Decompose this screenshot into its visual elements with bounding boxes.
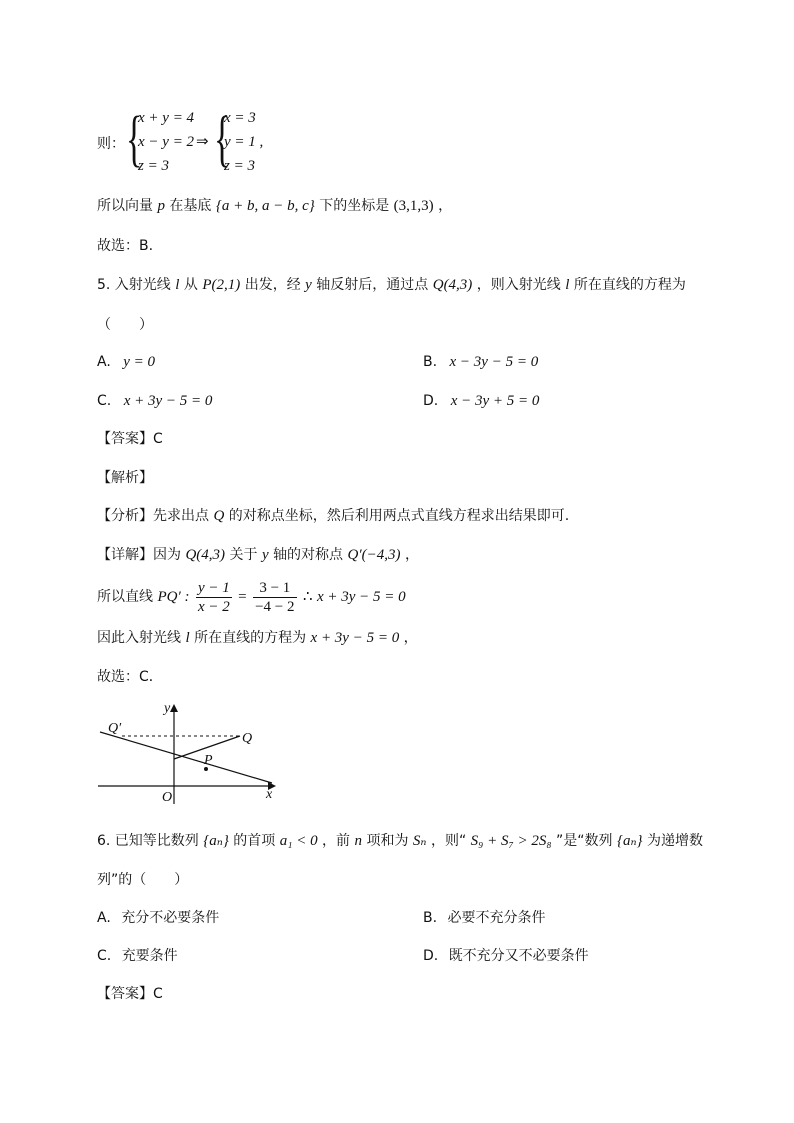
text: ，则入射光线: [476, 277, 561, 293]
system-right-row: x = 3: [224, 110, 256, 126]
option-label: D.: [423, 393, 439, 409]
math: n: [354, 833, 362, 849]
q5-analysis-title: 【解析】: [97, 470, 153, 486]
option-text: x − 3y + 5 = 0: [450, 393, 540, 409]
y-axis-arrow: [170, 704, 178, 712]
system-left-row: z = 3: [138, 158, 169, 174]
q5-detail: [97, 545, 419, 565]
option-text: x + 3y − 5 = 0: [123, 393, 213, 409]
text: 【详解】因为: [97, 547, 181, 563]
right-brace: {: [214, 105, 231, 173]
system-left-row: x − y = 2: [138, 134, 195, 150]
label-q: Q: [242, 731, 253, 746]
math: Q′(−4,3): [347, 547, 401, 563]
text: ，: [403, 630, 418, 646]
choose-c: 故选：C．: [97, 669, 163, 685]
math: l: [175, 277, 180, 293]
math: Q(4,3): [432, 277, 473, 293]
numerator: y − 1: [197, 579, 230, 596]
system-right: [224, 106, 263, 178]
q5-conclusion: [97, 628, 418, 648]
q6-stem-cont: 列”的（ ）: [97, 872, 189, 888]
math: S₉ + S₇ > 2S₈: [470, 833, 552, 849]
q5-option-a: [97, 352, 155, 372]
text: 为递增数: [647, 833, 704, 849]
reflection-figure: [90, 700, 290, 810]
math: {aₙ}: [616, 833, 643, 849]
q5-option-c: [97, 391, 212, 411]
text: 【分析】先求出点: [97, 508, 209, 524]
denominator: x − 2: [197, 598, 230, 615]
label-q-prime: Q′: [108, 721, 122, 736]
text: 因此入射光线: [97, 630, 181, 646]
coordinate-value: (3,1,3): [393, 198, 434, 214]
option-label: A.: [97, 910, 111, 926]
math: PQ′ :: [157, 589, 190, 605]
option-label: A.: [97, 354, 111, 370]
fraction: [196, 579, 232, 616]
math: x + 3y − 5 = 0: [316, 589, 406, 605]
option-text: 充分不必要条件: [121, 910, 220, 926]
fraction: [253, 579, 296, 616]
q6-stem: [97, 831, 703, 851]
option-text: 既不充分又不必要条件: [448, 948, 589, 964]
system-right-row: z = 3: [224, 158, 255, 174]
text: ，前: [322, 833, 351, 849]
system-left: [138, 106, 194, 178]
label-o: O: [162, 790, 173, 805]
basis: {a + b, a − b, c}: [215, 198, 315, 214]
q6-answer: 【答案】C: [97, 986, 163, 1002]
label-p: P: [204, 753, 213, 768]
option-label: C.: [97, 948, 112, 964]
text: 下的坐标是: [319, 198, 390, 214]
choose-b: 故选：B.: [97, 238, 154, 254]
math: x + 3y − 5 = 0: [310, 630, 400, 646]
left-brace: {: [126, 105, 143, 173]
q5-option-d: [423, 391, 539, 411]
numerator: 3 − 1: [253, 579, 296, 598]
option-label: C.: [97, 393, 112, 409]
math: {aₙ}: [203, 833, 229, 849]
text: 在基底: [169, 198, 212, 214]
text: 所在直线的方程为: [573, 277, 686, 293]
label-y: y: [164, 701, 171, 716]
option-label: B.: [423, 910, 438, 926]
option-text: x − 3y − 5 = 0: [449, 354, 539, 370]
q5-line-equation: [97, 578, 406, 616]
option-text: 充要条件: [121, 948, 178, 964]
math: a₁ < 0: [279, 833, 318, 849]
math: l: [185, 630, 190, 646]
denominator: −4 − 2: [255, 598, 295, 615]
q5-option-b: [423, 352, 538, 372]
text: 所以直线: [97, 589, 153, 605]
q5-answer: 【答案】C: [97, 431, 163, 447]
q6-option-c: [97, 946, 178, 966]
option-text: y = 0: [123, 354, 156, 370]
text: ”是“数列: [556, 833, 613, 849]
option-label: B.: [423, 354, 438, 370]
math: P(2,1): [202, 277, 241, 293]
text: 所在直线的方程为: [194, 630, 307, 646]
system-prefix: 则：: [97, 136, 125, 152]
equals: =: [238, 589, 247, 605]
text: 的对称点坐标，然后利用两点式直线方程求出结果即可.: [228, 508, 570, 524]
text: 所以向量: [97, 198, 153, 214]
q6-option-b: [423, 908, 546, 928]
label-x: x: [266, 787, 273, 802]
text: 轴反射后，通过点: [316, 277, 429, 293]
system-left-row: x + y = 4: [138, 110, 195, 126]
text: ，则“: [430, 833, 467, 849]
vector-p: p: [157, 198, 165, 214]
q6-option-a: [97, 908, 219, 928]
text: ，: [404, 547, 419, 563]
coordinate-line: [97, 196, 452, 216]
math: Q: [213, 508, 225, 524]
option-text: 必要不充分条件: [447, 910, 546, 926]
q5-analysis: [97, 506, 569, 526]
q5-stem: [97, 275, 686, 295]
text: 出发，经: [244, 277, 301, 293]
therefore: ∴: [302, 589, 313, 605]
text: 6. 已知等比数列: [97, 833, 199, 849]
option-label: D.: [423, 948, 439, 964]
text: ，: [438, 198, 453, 214]
math: Q(4,3): [185, 547, 226, 563]
text: 5. 入射光线: [97, 277, 171, 293]
implies-arrow: ⇒: [196, 134, 209, 150]
math: Sₙ: [412, 833, 427, 849]
math: l: [565, 277, 570, 293]
math: y: [261, 547, 269, 563]
q6-option-d: [423, 946, 589, 966]
system-right-row: y = 1 ,: [224, 134, 264, 150]
text: 关于: [229, 547, 258, 563]
math: y: [305, 277, 312, 293]
text: 从: [183, 277, 198, 293]
text: 的首项: [233, 833, 276, 849]
text: 轴的对称点: [273, 547, 344, 563]
q5-paren: （ ）: [97, 317, 153, 333]
text: 项和为: [366, 833, 409, 849]
